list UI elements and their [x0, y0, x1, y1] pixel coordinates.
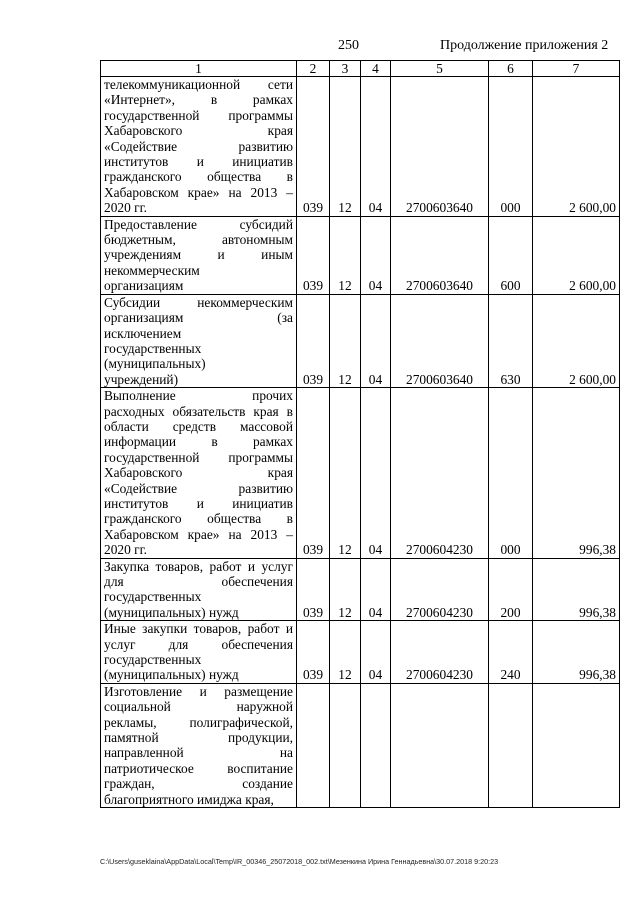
cell-col4 — [361, 683, 391, 807]
description-line: учреждений) — [104, 371, 179, 387]
continuation-label: Продолжение приложения 2 — [440, 38, 609, 53]
description-line: услуг для обеспечения — [104, 636, 293, 652]
cell-col4: 04 — [361, 294, 391, 387]
cell-col4: 04 — [361, 77, 391, 217]
cell-col5: 2700604230 — [391, 388, 489, 558]
page-number: 250 — [338, 38, 359, 53]
description-line: государственной программы — [104, 107, 293, 123]
column-header-1: 1 — [101, 61, 297, 77]
column-header-4: 4 — [361, 61, 391, 77]
description-line: организациям — [104, 278, 184, 294]
cell-col3: 12 — [330, 621, 361, 684]
description-line: социальной наружной — [104, 699, 293, 715]
description-line: Хабаровского края — [104, 465, 293, 481]
row-description — [101, 216, 297, 294]
cell-col3: 12 — [330, 216, 361, 294]
cell-col4: 04 — [361, 558, 391, 621]
description-line: (муниципальных) — [104, 356, 206, 372]
cell-col5: 2700603640 — [391, 77, 489, 217]
description-line: «Интернет», в рамках — [104, 92, 293, 108]
description-line: исключением — [104, 325, 182, 341]
description-line: Хабаровском крае» на 2013 – — [104, 184, 293, 200]
description-line: государственной программы — [104, 449, 293, 465]
description-line: организациям (за — [104, 310, 293, 326]
description-line: направленной на — [104, 745, 293, 761]
description-line: «Содействие развитию — [104, 138, 293, 154]
description-line: учреждениям и иным — [104, 247, 293, 263]
description-line: некоммерческим — [104, 262, 200, 278]
row-description — [101, 294, 297, 387]
cell-col2: 039 — [297, 388, 330, 558]
table-row — [101, 216, 620, 294]
description-line: для обеспечения — [104, 574, 293, 589]
description-line: институтов и инициатив — [104, 495, 293, 511]
description-line: граждан, создание — [104, 776, 293, 792]
cell-col6: 000 — [489, 388, 533, 558]
cell-col2 — [297, 683, 330, 807]
description-line: Хабаровском крае» на 2013 – — [104, 526, 293, 542]
cell-col7: 2 600,00 — [533, 216, 620, 294]
description-line: 2020 гг. — [104, 200, 147, 216]
cell-col3: 12 — [330, 558, 361, 621]
cell-col5: 2700603640 — [391, 294, 489, 387]
description-line: информации в рамках — [104, 434, 293, 450]
cell-col7: 996,38 — [533, 621, 620, 684]
table-row — [101, 388, 620, 558]
table-row — [101, 294, 620, 387]
description-line: Выполнение прочих — [104, 388, 293, 404]
column-header-2: 2 — [297, 61, 330, 77]
description-line: памятной продукции, — [104, 730, 293, 746]
cell-col5: 2700604230 — [391, 558, 489, 621]
description-line: области средств массовой — [104, 418, 293, 434]
description-line: институтов и инициатив — [104, 154, 293, 170]
cell-col7: 2 600,00 — [533, 294, 620, 387]
file-path-footer: C:\Users\guseklaina\AppData\Local\Temp\IR_00346_25072018_002.txt\Мезенкина Ирина Геннадьевна\30.07.2018 9:20:23 — [100, 857, 499, 866]
cell-col2: 039 — [297, 77, 330, 217]
cell-col7: 996,38 — [533, 558, 620, 621]
description-line: Хабаровского края — [104, 123, 293, 139]
description-line: гражданского общества в — [104, 169, 293, 185]
cell-col2: 039 — [297, 294, 330, 387]
budget-table — [100, 60, 620, 808]
description-line: благоприятного имиджа края, — [104, 791, 274, 807]
column-header-row — [101, 61, 620, 77]
table-row — [101, 683, 620, 807]
description-line: телекоммуникационной сети — [104, 77, 293, 92]
cell-col5: 2700604230 — [391, 621, 489, 684]
cell-col3: 12 — [330, 388, 361, 558]
row-description — [101, 683, 297, 807]
cell-col6: 200 — [489, 558, 533, 621]
description-line: Предоставление субсидий — [104, 216, 293, 232]
cell-col3 — [330, 683, 361, 807]
description-line: (муниципальных) нужд — [104, 604, 239, 620]
table-row — [101, 621, 620, 684]
column-header-3: 3 — [330, 61, 361, 77]
description-line: бюджетным, автономным — [104, 232, 293, 248]
row-description — [101, 558, 297, 621]
cell-col6: 240 — [489, 621, 533, 684]
column-header-7: 7 — [533, 61, 620, 77]
column-header-5: 5 — [391, 61, 489, 77]
description-line: рекламы, полиграфической, — [104, 714, 293, 730]
table-row — [101, 558, 620, 621]
cell-col2: 039 — [297, 216, 330, 294]
description-line: (муниципальных) нужд — [104, 667, 239, 683]
description-line: «Содействие развитию — [104, 480, 293, 496]
cell-col6: 000 — [489, 77, 533, 217]
description-line: гражданского общества в — [104, 511, 293, 527]
table-body — [101, 77, 620, 808]
cell-col7: 996,38 — [533, 388, 620, 558]
cell-col2: 039 — [297, 558, 330, 621]
cell-col4: 04 — [361, 216, 391, 294]
description-line: расходных обязательств края в — [104, 403, 293, 419]
cell-col4: 04 — [361, 621, 391, 684]
description-line: Изготовление и размещение — [104, 683, 293, 699]
cell-col3: 12 — [330, 77, 361, 217]
description-line: государственных — [104, 652, 202, 668]
description-line: патриотическое воспитание — [104, 760, 293, 776]
cell-col5 — [391, 683, 489, 807]
cell-col4: 04 — [361, 388, 391, 558]
cell-col3: 12 — [330, 294, 361, 387]
cell-col7: 2 600,00 — [533, 77, 620, 217]
table-row — [101, 77, 620, 217]
cell-col5: 2700603640 — [391, 216, 489, 294]
row-description — [101, 77, 297, 217]
description-line: государственных — [104, 340, 202, 356]
cell-col7 — [533, 683, 620, 807]
description-line: Закупка товаров, работ и услуг — [104, 558, 293, 574]
description-line: Иные закупки товаров, работ и — [104, 621, 293, 637]
cell-col2: 039 — [297, 621, 330, 684]
description-line: Субсидии некоммерческим — [104, 294, 293, 310]
cell-col6 — [489, 683, 533, 807]
cell-col6: 630 — [489, 294, 533, 387]
description-line: государственных — [104, 589, 202, 605]
row-description — [101, 388, 297, 558]
column-header-6: 6 — [489, 61, 533, 77]
cell-col6: 600 — [489, 216, 533, 294]
row-description — [101, 621, 297, 684]
description-line: 2020 гг. — [104, 542, 147, 558]
